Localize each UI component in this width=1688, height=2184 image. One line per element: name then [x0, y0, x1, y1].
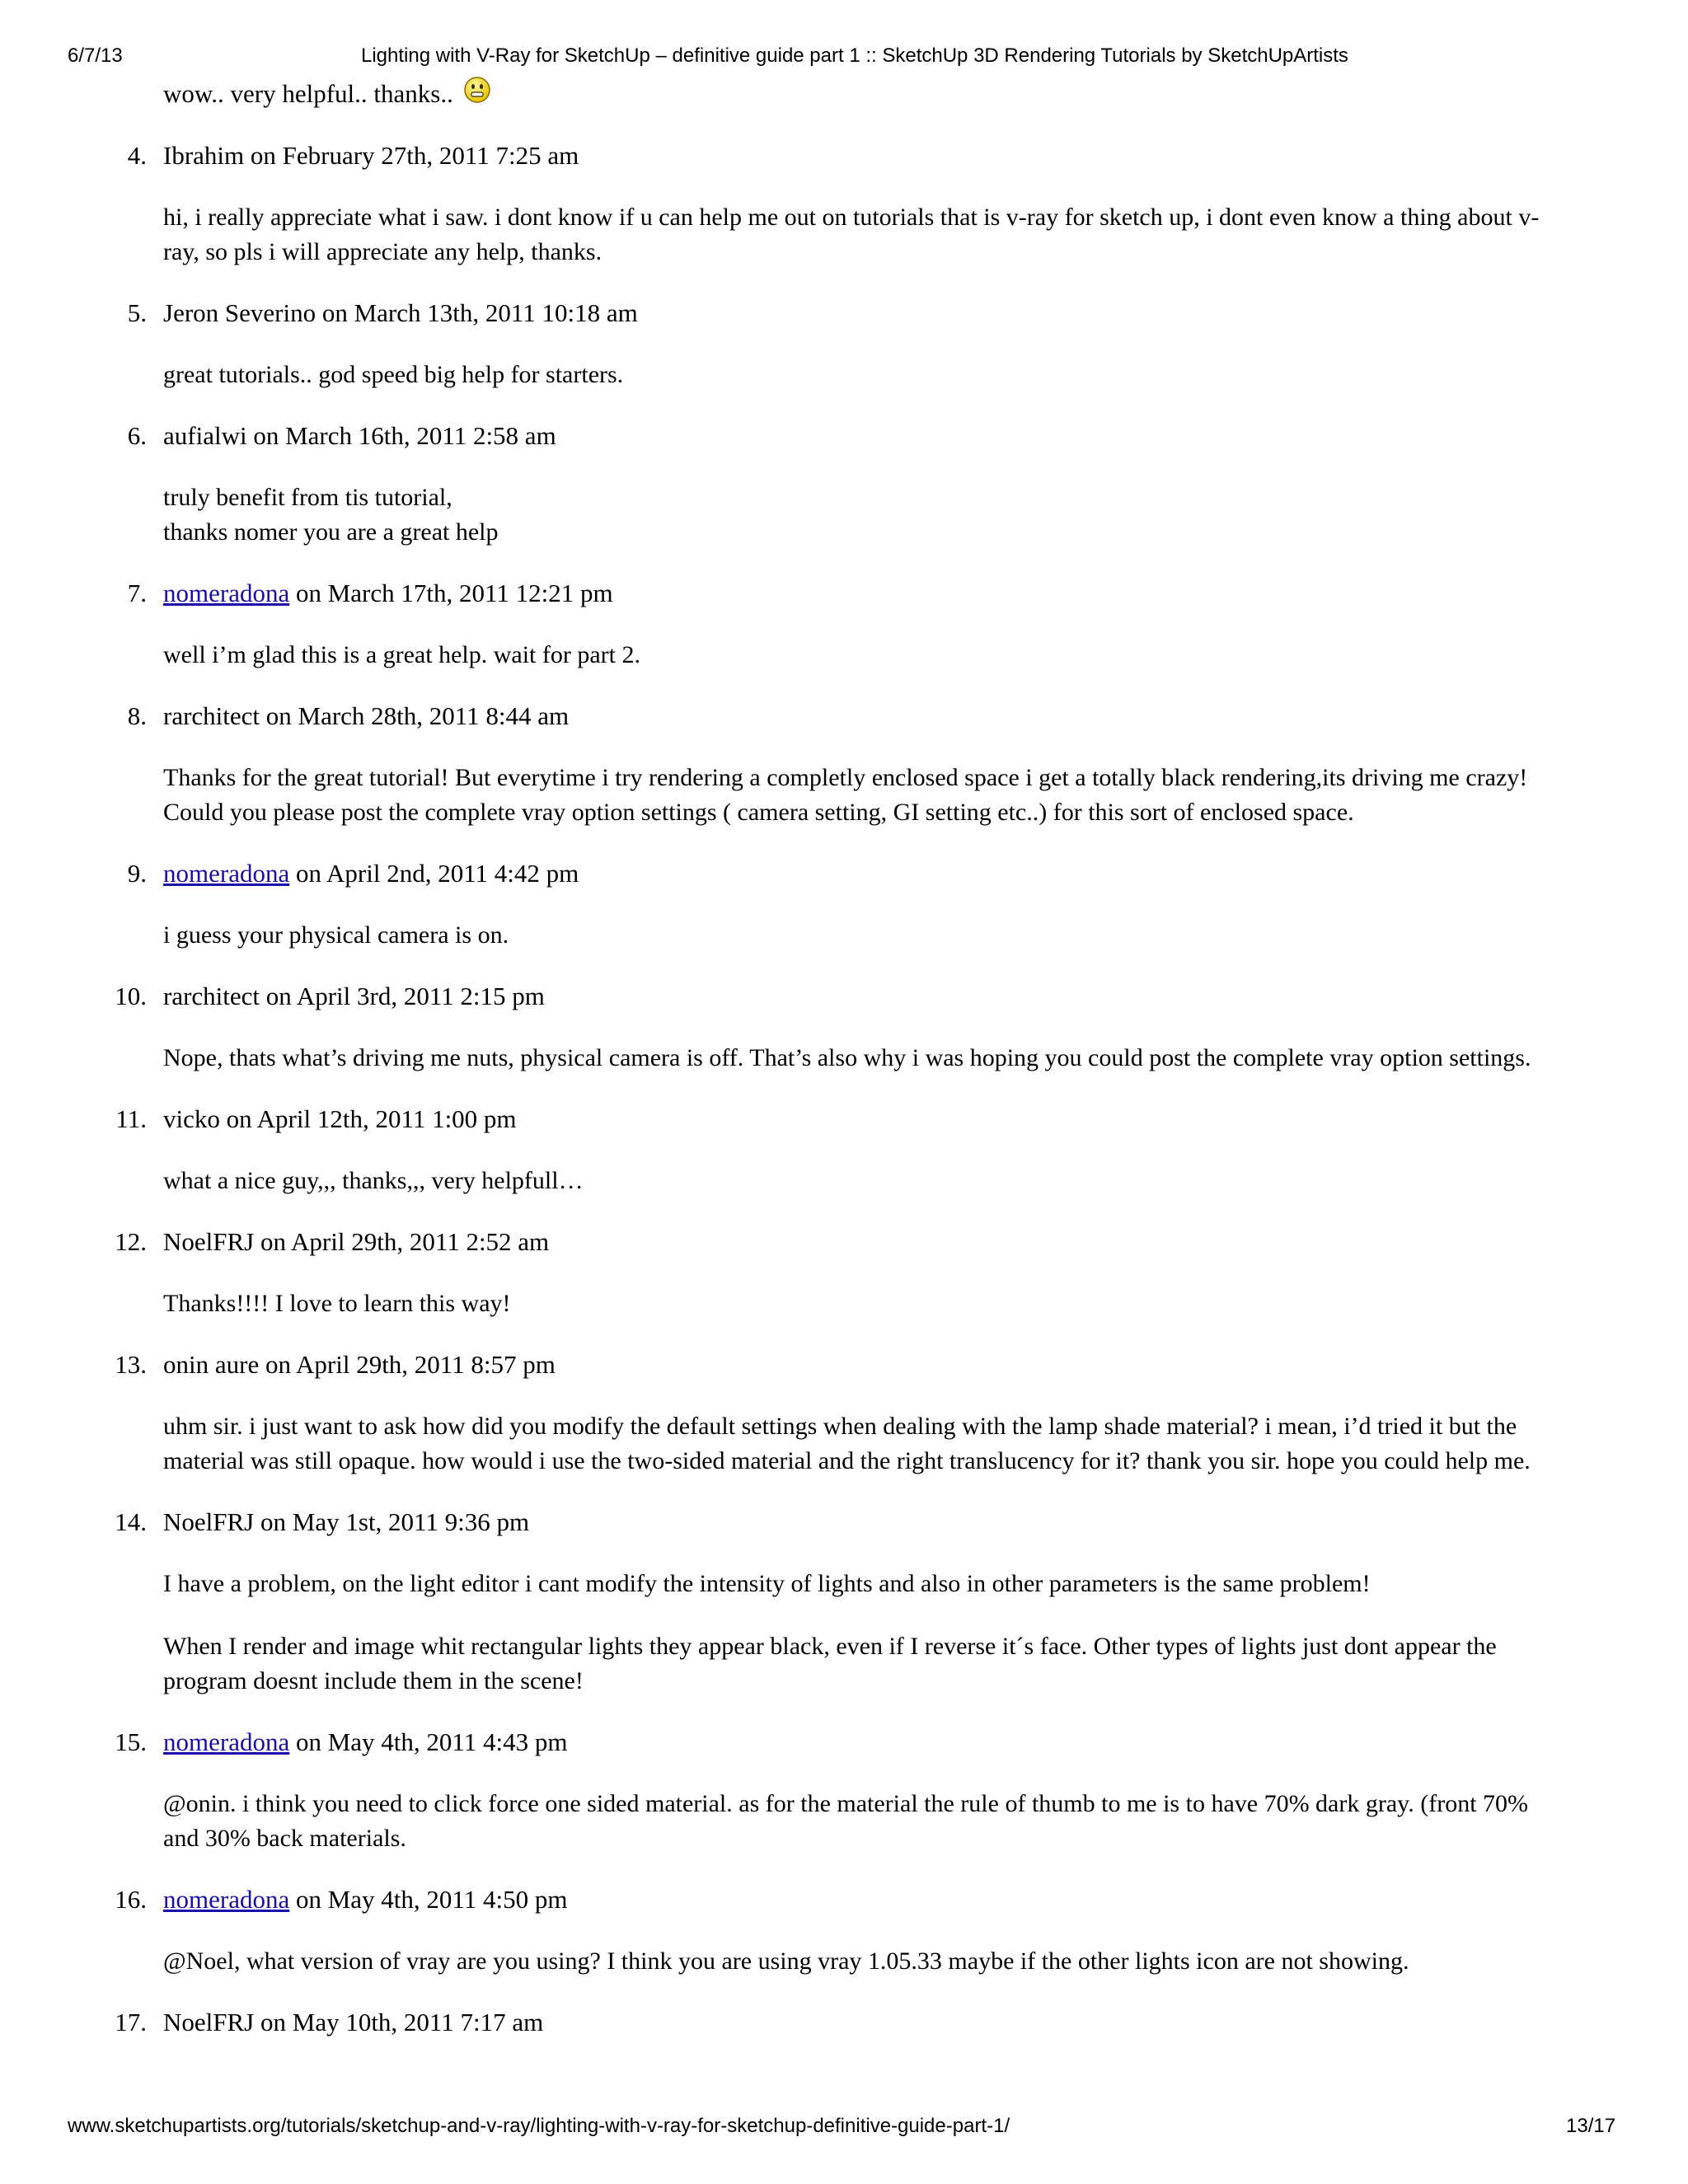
- comment-number: 8.: [127, 701, 147, 730]
- comment-text-line: Thanks!!!! I love to learn this way!: [163, 1290, 511, 1317]
- comment-text-line: @Noel, what version of vray are you using? I think you are using vray 1.05.33 maybe if the other lights icon are not showing.: [163, 1947, 1409, 1975]
- comment-header: [0, 576, 1688, 611]
- comment-text-line: Thanks for the great tutorial! But everytime i try rendering a completly enclosed space i get a totally black rendering,its driving me crazy!: [163, 764, 1528, 791]
- page-title: Lighting with V-Ray for SketchUp – definitive guide part 1 :: SketchUp 3D Rendering Tutorials by SketchUpArtists: [361, 45, 1348, 67]
- comment-item: [0, 979, 1688, 1076]
- comment-number: 16.: [115, 1885, 147, 1914]
- author-name: aufialwi: [163, 421, 247, 450]
- comment-body: [163, 1164, 1597, 1198]
- comment-text-line: Could you please post the complete vray option settings ( camera setting, GI setting etc..) for this sort of enclosed space.: [163, 799, 1354, 826]
- comment-date: on May 4th, 2011 4:43 pm: [295, 1727, 568, 1756]
- comment-meta: [163, 419, 556, 453]
- comment-meta: [163, 1102, 517, 1137]
- comment-date: on March 16th, 2011 2:58 am: [253, 421, 556, 450]
- comment-text-line: hi, i really appreciate what i saw. i dont know if u can help me out on tutorials that is v-ray for sketch up, i dont even know a thing about v-: [163, 204, 1540, 231]
- intro-text: wow.. very helpful.. thanks..: [163, 79, 453, 108]
- comment-paragraph: [163, 918, 1597, 953]
- comment-number: 15.: [115, 1727, 147, 1756]
- comment-text-line: and 30% back materials.: [163, 1825, 406, 1852]
- comment-date: on March 28th, 2011 8:44 am: [265, 701, 570, 730]
- comment-number: 6.: [127, 421, 147, 450]
- comment-item: [0, 1882, 1688, 1979]
- comment-text-line: i guess your physical camera is on.: [163, 921, 509, 949]
- author-name: NoelFRJ: [163, 2008, 255, 2036]
- comment-text-line: ray, so pls i will appreciate any help, thanks.: [163, 238, 603, 265]
- comment-date: on May 10th, 2011 7:17 am: [260, 2008, 544, 2036]
- comment-paragraph: [163, 638, 1597, 673]
- comment-item: [0, 1505, 1688, 1699]
- comment-paragraph: [163, 1944, 1597, 1979]
- comment-meta: [163, 1505, 529, 1540]
- smiley-icon: [463, 76, 491, 113]
- print-date: 6/7/13: [68, 45, 123, 67]
- comment-paragraph: [163, 1164, 1597, 1198]
- previous-comment-tail: [163, 76, 1688, 112]
- comment-body: [163, 918, 1597, 953]
- comment-text-line: what a nice guy,,, thanks,,, very helpfull…: [163, 1167, 584, 1194]
- comment-paragraph: [163, 480, 1597, 550]
- comment-item: [0, 576, 1688, 673]
- comment-meta: [163, 576, 613, 611]
- comment-paragraph: [163, 1787, 1597, 1856]
- author-name: rarchitect: [163, 701, 260, 730]
- comment-meta: [163, 138, 579, 173]
- comment-item: [0, 1102, 1688, 1198]
- comment-header: [0, 1347, 1688, 1382]
- comment-header: [0, 1225, 1688, 1259]
- comment-meta: [163, 296, 638, 330]
- comment-text-line: thanks nomer you are a great help: [163, 518, 499, 546]
- author-name: NoelFRJ: [163, 1227, 255, 1256]
- author-name: NoelFRJ: [163, 1507, 255, 1536]
- comment-date: on April 3rd, 2011 2:15 pm: [265, 982, 545, 1010]
- comment-paragraph: [163, 1567, 1597, 1601]
- comment-number: 17.: [115, 2008, 147, 2036]
- comment-number: 5.: [127, 298, 147, 327]
- comment-text-line: @onin. i think you need to click force one sided material. as for the material the rule of thumb to me is to have 70% dark gray. (front 70%: [163, 1790, 1529, 1817]
- comment-item: [0, 2005, 1688, 2040]
- comment-paragraph: [163, 1041, 1597, 1076]
- comment-paragraph: [163, 1629, 1597, 1699]
- comment-date: on May 1st, 2011 9:36 pm: [260, 1507, 530, 1536]
- comment-text-line: Nope, thats what’s driving me nuts, physical camera is off. That’s also why i was hoping you could post the complete vray option settings.: [163, 1044, 1531, 1071]
- comment-body: [163, 638, 1597, 673]
- comment-meta: [163, 2005, 543, 2040]
- author-link[interactable]: nomeradona: [163, 1727, 290, 1756]
- comment-item: [0, 419, 1688, 550]
- comment-text-line: program doesnt include them in the scene!: [163, 1667, 584, 1694]
- comment-number: 4.: [127, 141, 147, 170]
- comment-body: [163, 1409, 1597, 1479]
- comment-date: on May 4th, 2011 4:50 pm: [295, 1885, 568, 1914]
- comment-date: on April 2nd, 2011 4:42 pm: [295, 859, 579, 888]
- comment-body: [163, 1944, 1597, 1979]
- comment-header: [0, 699, 1688, 733]
- comment-number: 12.: [115, 1227, 147, 1256]
- comment-item: [0, 1725, 1688, 1856]
- comment-header: [0, 1505, 1688, 1540]
- comment-text-line: material was still opaque. how would i use the two-sided material and the right translucency for it? thank you sir. hope you could help me.: [163, 1447, 1531, 1474]
- comment-header: [0, 1882, 1688, 1917]
- author-link[interactable]: nomeradona: [163, 579, 290, 607]
- comment-item: [0, 699, 1688, 830]
- comment-date: on April 12th, 2011 1:00 pm: [226, 1104, 517, 1133]
- comments-section: [0, 76, 1688, 2040]
- comment-body: [163, 761, 1597, 830]
- comment-date: on April 29th, 2011 8:57 pm: [265, 1350, 556, 1379]
- comment-header: [0, 419, 1688, 453]
- comment-paragraph: [163, 1409, 1597, 1479]
- comment-header: [0, 138, 1688, 173]
- comment-number: 14.: [115, 1507, 147, 1536]
- comment-text-line: well i’m glad this is a great help. wait for part 2.: [163, 641, 641, 668]
- comment-body: [163, 1567, 1597, 1699]
- author-name: vicko: [163, 1104, 220, 1133]
- comment-date: on March 13th, 2011 10:18 am: [321, 298, 638, 327]
- comment-paragraph: [163, 200, 1597, 269]
- comment-body: [163, 1286, 1597, 1321]
- comment-body: [163, 1787, 1597, 1856]
- comment-item: [0, 1225, 1688, 1321]
- author-name: Ibrahim: [163, 141, 245, 170]
- comment-number: 9.: [127, 859, 147, 888]
- comment-header: [0, 856, 1688, 891]
- author-link[interactable]: nomeradona: [163, 859, 290, 888]
- author-name: rarchitect: [163, 982, 260, 1010]
- comment-body: [163, 358, 1597, 392]
- comment-meta: [163, 856, 579, 891]
- author-link[interactable]: nomeradona: [163, 1885, 290, 1914]
- comment-number: 13.: [115, 1350, 147, 1379]
- page-url: www.sketchupartists.org/tutorials/sketchup-and-v-ray/lighting-with-v-ray-for-sketchup-definitive-guide-part-1/: [68, 2115, 1010, 2137]
- comment-date: on April 29th, 2011 2:52 am: [260, 1227, 550, 1256]
- comment-header: [0, 1725, 1688, 1760]
- comment-text-line: truly benefit from tis tutorial,: [163, 484, 452, 511]
- comment-text-line: I have a problem, on the light editor i cant modify the intensity of lights and also in other parameters is the same problem!: [163, 1570, 1371, 1597]
- comment-body: [163, 480, 1597, 550]
- comment-text-line: great tutorials.. god speed big help for starters.: [163, 361, 624, 388]
- comment-number: 10.: [115, 982, 147, 1010]
- comment-meta: [163, 1725, 567, 1760]
- comment-meta: [163, 979, 545, 1014]
- comment-body: [163, 1041, 1597, 1076]
- comment-number: 7.: [127, 579, 147, 607]
- comment-body: [163, 200, 1597, 269]
- author-name: onin aure: [163, 1350, 260, 1379]
- comment-item: [0, 296, 1688, 392]
- comment-meta: [163, 1225, 549, 1259]
- page-number: 13/17: [1566, 2115, 1616, 2137]
- comment-meta: [163, 1347, 556, 1382]
- comment-header: [0, 1102, 1688, 1137]
- comment-header: [0, 296, 1688, 330]
- comment-paragraph: [163, 1286, 1597, 1321]
- comment-meta: [163, 1882, 567, 1917]
- comment-item: [0, 856, 1688, 953]
- comment-item: [0, 1347, 1688, 1479]
- comment-paragraph: [163, 358, 1597, 392]
- comment-date: on February 27th, 2011 7:25 am: [250, 141, 579, 170]
- comment-header: [0, 2005, 1688, 2040]
- comment-meta: [163, 699, 569, 733]
- comment-date: on March 17th, 2011 12:21 pm: [295, 579, 613, 607]
- comment-item: [0, 138, 1688, 269]
- comment-list: [0, 138, 1688, 2040]
- comment-text-line: When I render and image whit rectangular lights they appear black, even if I reverse it´s face. Other types of lights just dont appear the: [163, 1633, 1497, 1660]
- comment-text-line: uhm sir. i just want to ask how did you modify the default settings when dealing with the lamp shade material? i mean, i’d tried it but the: [163, 1413, 1517, 1440]
- author-name: Jeron Severino: [163, 298, 316, 327]
- comment-paragraph: [163, 761, 1597, 830]
- comment-number: 11.: [115, 1104, 147, 1133]
- comment-header: [0, 979, 1688, 1014]
